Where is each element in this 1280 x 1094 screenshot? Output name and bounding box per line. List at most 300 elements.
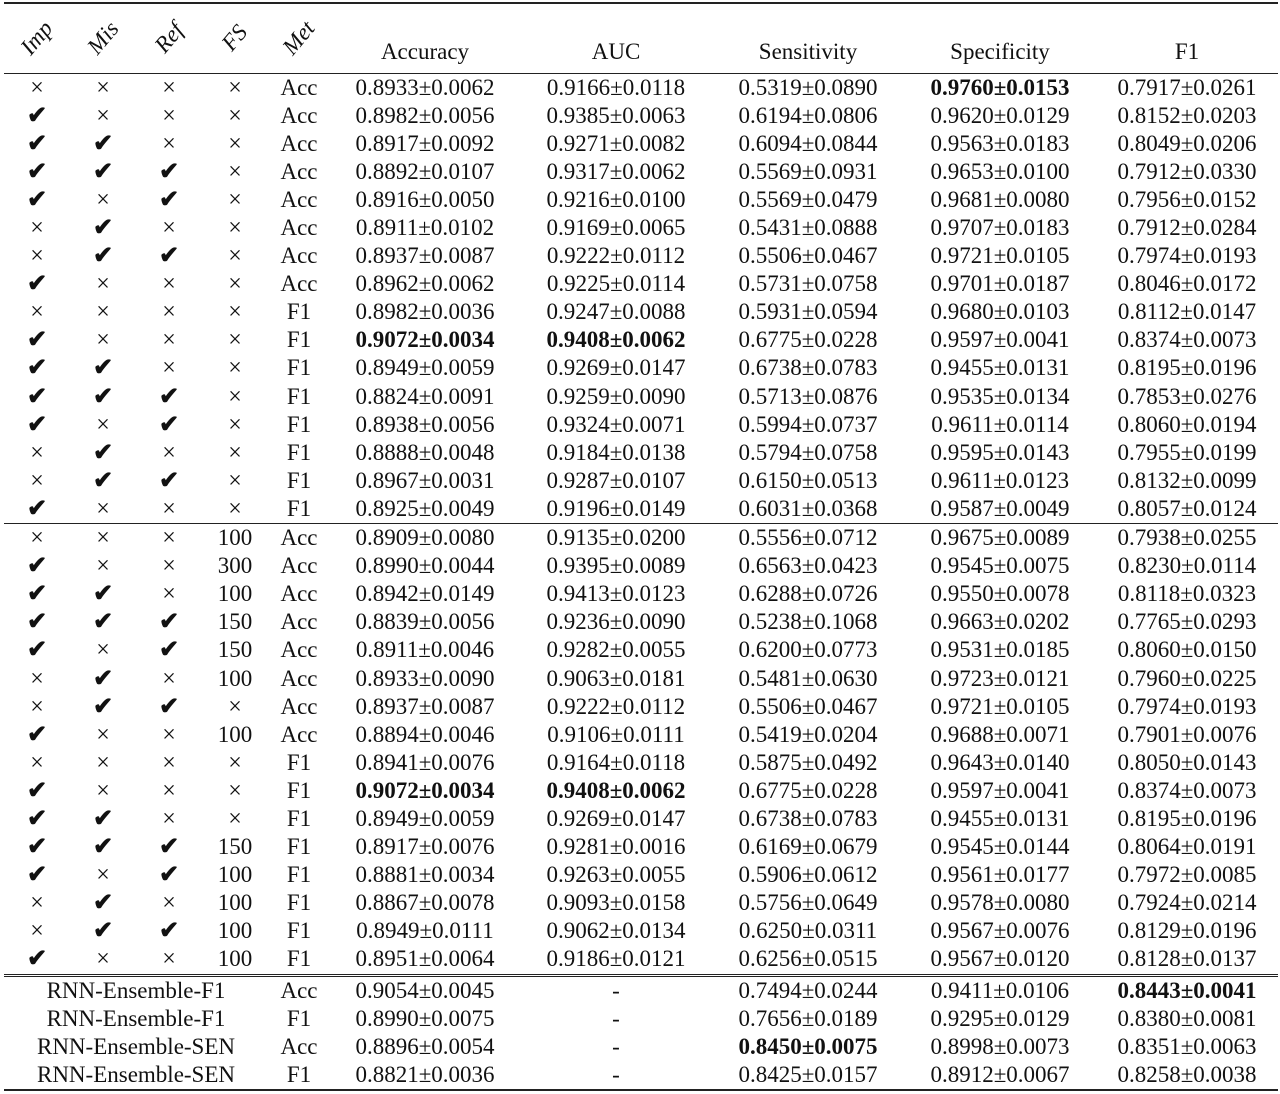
- check-mark-icon: ✔: [26, 581, 48, 608]
- header-ref: Ref: [149, 17, 189, 57]
- auc-value: 0.9225±0.0114: [546, 271, 686, 297]
- met-value: Acc: [268, 975, 330, 1005]
- auc-value: 0.9166±0.0118: [546, 74, 686, 100]
- auc-value: 0.9269±0.0147: [546, 805, 686, 831]
- table-row: [4, 721, 1278, 749]
- table-row: [4, 693, 1278, 721]
- header-auc: AUC: [591, 38, 641, 64]
- sensitivity-value: 0.6775±0.0228: [738, 777, 878, 803]
- auc-value: 0.9324±0.0071: [546, 411, 686, 437]
- fs-value: 100: [217, 890, 253, 916]
- accuracy-value: 0.8990±0.0044: [355, 553, 495, 579]
- fs-value: 100: [202, 524, 268, 553]
- specificity-value: 0.9701±0.0187: [930, 271, 1070, 297]
- met-value: Acc: [280, 581, 318, 607]
- f1-value: 0.8060±0.0150: [1117, 637, 1257, 663]
- specificity-value: 0.9680±0.0103: [930, 299, 1070, 325]
- header-met: Met: [277, 15, 320, 59]
- f1-value: 0.8118±0.0323: [1117, 581, 1257, 607]
- auc-value: 0.9271±0.0082: [546, 130, 686, 156]
- cross-mark-icon: ×: [96, 553, 110, 580]
- table-row: [4, 664, 1278, 692]
- auc-value: 0.9222±0.0112: [546, 693, 686, 719]
- table-row: [4, 186, 1278, 214]
- accuracy-value: 0.8909±0.0080: [330, 524, 520, 553]
- auc-value: 0.9281±0.0016: [546, 834, 686, 860]
- sensitivity-value: 0.6738±0.0783: [738, 355, 878, 381]
- cross-mark-icon: ×: [30, 299, 44, 326]
- cross-mark-icon: ×: [228, 383, 242, 410]
- cross-mark-icon: ×: [162, 271, 176, 298]
- cross-mark-icon: ×: [162, 299, 176, 326]
- cross-mark-icon: ×: [228, 74, 242, 101]
- f1-value: 0.8380±0.0081: [1117, 1005, 1257, 1031]
- cross-mark-icon: ×: [96, 946, 110, 973]
- met-value: F1: [268, 1061, 330, 1090]
- cross-mark-icon: ×: [30, 918, 44, 945]
- specificity-value: 0.9597±0.0041: [930, 327, 1070, 353]
- check-mark-icon: ✔: [26, 102, 48, 129]
- check-mark-icon: ✔: [158, 467, 180, 494]
- f1-value: 0.8128±0.0137: [1117, 946, 1257, 972]
- header-mis: Mis: [81, 15, 124, 59]
- met-value: F1: [286, 862, 312, 888]
- cross-mark-icon: ×: [162, 721, 176, 748]
- f1-value: 0.8258±0.0038: [1096, 1061, 1278, 1090]
- sensitivity-value: 0.5906±0.0612: [738, 862, 878, 888]
- specificity-value: 0.9721±0.0105: [930, 243, 1070, 269]
- auc-value: 0.9259±0.0090: [546, 383, 686, 409]
- fs-value: 100: [217, 862, 253, 888]
- specificity-value: 0.9411±0.0106: [904, 975, 1096, 1005]
- sensitivity-value: 0.6150±0.0513: [738, 467, 878, 493]
- cross-mark-icon: ×: [228, 215, 242, 242]
- check-mark-icon: ✔: [26, 355, 48, 382]
- auc-value: 0.9413±0.0123: [546, 581, 686, 607]
- cross-mark-icon: ×: [96, 777, 110, 804]
- check-mark-icon: ✔: [92, 834, 114, 861]
- check-mark-icon: ✔: [26, 946, 48, 973]
- met-value: Acc: [280, 102, 318, 128]
- sensitivity-value: 0.6200±0.0773: [738, 637, 878, 663]
- f1-value: 0.7972±0.0085: [1117, 862, 1257, 888]
- check-mark-icon: ✔: [26, 411, 48, 438]
- table-row: [4, 130, 1278, 158]
- cross-mark-icon: ×: [70, 524, 136, 553]
- table-row: [4, 298, 1278, 326]
- f1-value: 0.8132±0.0099: [1117, 467, 1257, 493]
- table-row: [4, 158, 1278, 186]
- check-mark-icon: ✔: [92, 158, 114, 185]
- accuracy-value: 0.8892±0.0107: [355, 158, 495, 184]
- accuracy-value: 0.8894±0.0046: [355, 721, 495, 747]
- cross-mark-icon: ×: [228, 299, 242, 326]
- cross-mark-icon: ×: [162, 439, 176, 466]
- cross-mark-icon: ×: [30, 890, 44, 917]
- f1-value: 0.8374±0.0073: [1117, 777, 1257, 803]
- auc-value: 0.9269±0.0147: [546, 355, 686, 381]
- specificity-value: 0.9567±0.0120: [930, 946, 1070, 972]
- results-table: [4, 2, 1278, 1091]
- check-mark-icon: ✔: [158, 609, 180, 636]
- cross-mark-icon: ×: [4, 524, 70, 553]
- specificity-value: 0.9721±0.0105: [930, 693, 1070, 719]
- f1-value: 0.7974±0.0193: [1117, 693, 1257, 719]
- accuracy-value: 0.9072±0.0034: [355, 327, 495, 353]
- check-mark-icon: ✔: [92, 890, 114, 917]
- check-mark-icon: ✔: [92, 665, 114, 692]
- met-value: Acc: [280, 130, 318, 156]
- auc-value: 0.9216±0.0100: [546, 186, 686, 212]
- accuracy-value: 0.8982±0.0036: [355, 299, 495, 325]
- met-value: F1: [286, 918, 312, 944]
- cross-mark-icon: ×: [96, 299, 110, 326]
- header-sensitivity: Sensitivity: [758, 38, 858, 64]
- accuracy-value: 0.8937±0.0087: [355, 693, 495, 719]
- check-mark-icon: ✔: [92, 581, 114, 608]
- ensemble-row: [4, 975, 1278, 1005]
- met-value: Acc: [280, 271, 318, 297]
- cross-mark-icon: ×: [228, 186, 242, 213]
- ensemble-name: RNN-Ensemble-F1: [46, 1005, 226, 1031]
- sensitivity-value: 0.6256±0.0515: [738, 946, 878, 972]
- cross-mark-icon: ×: [30, 693, 44, 720]
- check-mark-icon: ✔: [26, 158, 48, 185]
- f1-value: 0.8057±0.0124: [1117, 495, 1257, 521]
- f1-value: 0.7912±0.0330: [1117, 158, 1257, 184]
- sensitivity-value: 0.7656±0.0189: [738, 1005, 878, 1031]
- check-mark-icon: ✔: [92, 243, 114, 270]
- check-mark-icon: ✔: [26, 609, 48, 636]
- met-value: F1: [286, 777, 312, 803]
- sensitivity-value: 0.8425±0.0157: [712, 1061, 904, 1090]
- auc-value: 0.9236±0.0090: [546, 609, 686, 635]
- met-value: F1: [286, 890, 312, 916]
- check-mark-icon: ✔: [26, 271, 48, 298]
- table-row: [4, 889, 1278, 917]
- check-mark-icon: ✔: [92, 130, 114, 157]
- cross-mark-icon: ×: [162, 946, 176, 973]
- table-row: [4, 833, 1278, 861]
- cross-mark-icon: ×: [162, 215, 176, 242]
- f1-value: 0.8374±0.0073: [1117, 327, 1257, 353]
- cross-mark-icon: ×: [228, 355, 242, 382]
- ensemble-name: RNN-Ensemble-SEN: [4, 1061, 268, 1090]
- met-value: Acc: [280, 693, 318, 719]
- accuracy-value: 0.8881±0.0034: [355, 862, 495, 888]
- table-row: [4, 805, 1278, 833]
- auc-value: 0.9106±0.0111: [547, 721, 685, 747]
- cross-mark-icon: ×: [162, 665, 176, 692]
- met-value: Acc: [280, 215, 318, 241]
- auc-value: 0.9263±0.0055: [546, 862, 686, 888]
- cross-mark-icon: ×: [96, 271, 110, 298]
- specificity-value: 0.9760±0.0153: [930, 74, 1070, 100]
- f1-value: 0.8152±0.0203: [1117, 102, 1257, 128]
- table-row: [4, 580, 1278, 608]
- sensitivity-value: 0.5756±0.0649: [738, 890, 878, 916]
- sensitivity-value: 0.5506±0.0467: [738, 693, 878, 719]
- table-header: [4, 3, 1278, 73]
- fs-value: 100: [217, 918, 253, 944]
- cross-mark-icon: ×: [162, 102, 176, 129]
- cross-mark-icon: ×: [96, 721, 110, 748]
- check-mark-icon: ✔: [26, 553, 48, 580]
- cross-mark-icon: ×: [228, 130, 242, 157]
- auc-value: 0.9395±0.0089: [546, 553, 686, 579]
- cross-mark-icon: ×: [162, 495, 176, 522]
- cross-mark-icon: ×: [162, 805, 176, 832]
- check-mark-icon: ✔: [92, 383, 114, 410]
- specificity-value: 0.8912±0.0067: [904, 1061, 1096, 1090]
- accuracy-value: 0.8911±0.0102: [355, 215, 495, 241]
- cross-mark-icon: ×: [30, 439, 44, 466]
- fs-value: 150: [217, 637, 253, 663]
- table-row: [4, 608, 1278, 636]
- table-row: [4, 102, 1278, 130]
- table-row: [4, 354, 1278, 382]
- f1-value: 0.7974±0.0193: [1117, 243, 1257, 269]
- specificity-value: 0.9455±0.0131: [930, 805, 1070, 831]
- f1-value: 0.8046±0.0172: [1117, 271, 1257, 297]
- cross-mark-icon: ×: [228, 327, 242, 354]
- check-mark-icon: ✔: [26, 777, 48, 804]
- specificity-value: 0.9653±0.0100: [930, 158, 1070, 184]
- accuracy-value: 0.8982±0.0056: [355, 102, 495, 128]
- accuracy-value: 0.8938±0.0056: [355, 411, 495, 437]
- sensitivity-value: 0.5319±0.0890: [738, 74, 878, 100]
- f1-value: 0.7912±0.0284: [1117, 215, 1257, 241]
- specificity-value: 0.9545±0.0075: [930, 553, 1070, 579]
- cross-mark-icon: ×: [96, 749, 110, 776]
- met-value: F1: [286, 327, 312, 353]
- fs-value: 100: [217, 721, 253, 747]
- accuracy-value: 0.8949±0.0059: [355, 805, 495, 831]
- auc-value: 0.9408±0.0062: [546, 777, 686, 803]
- auc-value: -: [612, 1033, 620, 1059]
- table-row: [4, 636, 1278, 664]
- met-value: Acc: [280, 74, 318, 100]
- sensitivity-value: 0.6194±0.0806: [738, 102, 878, 128]
- auc-value: 0.9247±0.0088: [546, 299, 686, 325]
- table-row: [4, 411, 1278, 439]
- table-row: [4, 777, 1278, 805]
- f1-value: 0.8064±0.0191: [1117, 834, 1257, 860]
- table-row: [4, 73, 1278, 102]
- header-imp: Imp: [15, 15, 58, 59]
- met-value: Acc: [280, 553, 318, 579]
- fs-value: 100: [217, 946, 253, 972]
- cross-mark-icon: ×: [228, 439, 242, 466]
- sensitivity-value: 0.6169±0.0679: [738, 834, 878, 860]
- check-mark-icon: ✔: [158, 637, 180, 664]
- fs-value: 150: [217, 609, 253, 635]
- table-row: [4, 945, 1278, 975]
- specificity-value: 0.9545±0.0144: [930, 834, 1070, 860]
- specificity-value: 0.9295±0.0129: [930, 1005, 1070, 1031]
- ensemble-name: RNN-Ensemble-SEN: [36, 1033, 236, 1059]
- sensitivity-value: 0.6250±0.0311: [738, 918, 878, 944]
- accuracy-value: 0.8933±0.0090: [355, 665, 495, 691]
- f1-value: 0.8230±0.0114: [1117, 553, 1257, 579]
- accuracy-value: 0.8925±0.0049: [355, 495, 495, 521]
- met-value: F1: [286, 495, 312, 521]
- table-row: [4, 524, 1278, 553]
- check-mark-icon: ✔: [158, 862, 180, 889]
- check-mark-icon: ✔: [92, 805, 114, 832]
- table-row: [4, 495, 1278, 524]
- cross-mark-icon: ×: [228, 102, 242, 129]
- auc-value: -: [520, 1061, 712, 1090]
- auc-value: -: [612, 1005, 620, 1031]
- auc-value: 0.9196±0.0149: [546, 495, 686, 521]
- met-value: Acc: [268, 524, 330, 553]
- ensemble-name: RNN-Ensemble-F1: [4, 975, 268, 1005]
- accuracy-value: 0.9072±0.0034: [355, 777, 495, 803]
- check-mark-icon: ✔: [26, 637, 48, 664]
- cross-mark-icon: ×: [96, 637, 110, 664]
- cross-mark-icon: ×: [162, 581, 176, 608]
- met-value: F1: [286, 749, 312, 775]
- table-row: [4, 439, 1278, 467]
- table-row: [4, 383, 1278, 411]
- accuracy-value: 0.8911±0.0046: [355, 637, 495, 663]
- met-value: F1: [286, 355, 312, 381]
- check-mark-icon: ✔: [158, 186, 180, 213]
- accuracy-value: 0.9054±0.0045: [330, 975, 520, 1005]
- specificity-value: 0.9531±0.0185: [930, 637, 1070, 663]
- cross-mark-icon: ×: [136, 524, 202, 553]
- check-mark-icon: ✔: [158, 158, 180, 185]
- cross-mark-icon: ×: [30, 215, 44, 242]
- cross-mark-icon: ×: [30, 467, 44, 494]
- cross-mark-icon: ×: [162, 553, 176, 580]
- f1-value: 0.7960±0.0225: [1117, 665, 1257, 691]
- sensitivity-value: 0.5794±0.0758: [738, 439, 878, 465]
- check-mark-icon: ✔: [26, 834, 48, 861]
- met-value: Acc: [280, 637, 318, 663]
- fs-value: 150: [217, 834, 253, 860]
- cross-mark-icon: ×: [228, 495, 242, 522]
- cross-mark-icon: ×: [228, 271, 242, 298]
- table-row: [4, 749, 1278, 777]
- accuracy-value: 0.8967±0.0031: [355, 467, 495, 493]
- sensitivity-value: 0.5569±0.0931: [738, 158, 878, 184]
- specificity-value: 0.9535±0.0134: [930, 383, 1070, 409]
- accuracy-value: 0.8821±0.0036: [330, 1061, 520, 1090]
- specificity-value: 0.9561±0.0177: [930, 862, 1070, 888]
- check-mark-icon: ✔: [26, 862, 48, 889]
- cross-mark-icon: ×: [162, 74, 176, 101]
- specificity-value: 0.9595±0.0143: [930, 439, 1070, 465]
- check-mark-icon: ✔: [92, 355, 114, 382]
- f1-value: 0.8060±0.0194: [1117, 411, 1257, 437]
- header-specificity: Specificity: [950, 38, 1050, 64]
- specificity-value: 0.9663±0.0202: [930, 609, 1070, 635]
- met-value: Acc: [280, 158, 318, 184]
- check-mark-icon: ✔: [26, 721, 48, 748]
- check-mark-icon: ✔: [92, 693, 114, 720]
- table-row: [4, 270, 1278, 298]
- met-value: Acc: [280, 721, 318, 747]
- check-mark-icon: ✔: [26, 130, 48, 157]
- auc-value: 0.9135±0.0200: [520, 524, 712, 553]
- auc-value: -: [520, 975, 712, 1005]
- check-mark-icon: ✔: [158, 243, 180, 270]
- f1-value: 0.7938±0.0255: [1096, 524, 1278, 553]
- met-value: F1: [286, 946, 312, 972]
- specificity-value: 0.9597±0.0041: [930, 777, 1070, 803]
- cross-mark-icon: ×: [228, 777, 242, 804]
- ensemble-row: [4, 1061, 1278, 1090]
- specificity-value: 0.9723±0.0121: [930, 665, 1070, 691]
- f1-value: 0.8112±0.0147: [1117, 299, 1257, 325]
- cross-mark-icon: ×: [162, 777, 176, 804]
- sensitivity-value: 0.5931±0.0594: [738, 299, 878, 325]
- accuracy-value: 0.8896±0.0054: [355, 1033, 495, 1059]
- check-mark-icon: ✔: [92, 439, 114, 466]
- cross-mark-icon: ×: [228, 749, 242, 776]
- sensitivity-value: 0.6563±0.0423: [738, 553, 878, 579]
- accuracy-value: 0.8933±0.0062: [355, 74, 495, 100]
- cross-mark-icon: ×: [228, 411, 242, 438]
- check-mark-icon: ✔: [26, 805, 48, 832]
- table-row: [4, 861, 1278, 889]
- specificity-value: 0.9688±0.0071: [930, 721, 1070, 747]
- accuracy-value: 0.8839±0.0056: [355, 609, 495, 635]
- f1-value: 0.8049±0.0206: [1117, 130, 1257, 156]
- met-value: F1: [286, 834, 312, 860]
- f1-value: 0.7917±0.0261: [1117, 74, 1257, 100]
- table-row: [4, 467, 1278, 495]
- f1-value: 0.7956±0.0152: [1117, 186, 1257, 212]
- met-value: F1: [286, 805, 312, 831]
- accuracy-value: 0.8990±0.0075: [355, 1005, 495, 1031]
- ensemble-row: [4, 1033, 1278, 1061]
- specificity-value: 0.9681±0.0080: [930, 186, 1070, 212]
- sensitivity-value: 0.6094±0.0844: [738, 130, 878, 156]
- accuracy-value: 0.8949±0.0111: [356, 918, 494, 944]
- cross-mark-icon: ×: [228, 693, 242, 720]
- specificity-value: 0.9611±0.0114: [931, 411, 1069, 437]
- cross-mark-icon: ×: [96, 327, 110, 354]
- specificity-value: 0.9707±0.0183: [930, 215, 1070, 241]
- met-value: F1: [286, 1005, 312, 1031]
- cross-mark-icon: ×: [30, 74, 44, 101]
- table-row: [4, 552, 1278, 580]
- sensitivity-value: 0.5875±0.0492: [738, 749, 878, 775]
- accuracy-value: 0.8867±0.0078: [355, 890, 495, 916]
- sensitivity-value: 0.5506±0.0467: [738, 243, 878, 269]
- specificity-value: 0.9455±0.0131: [930, 355, 1070, 381]
- auc-value: 0.9287±0.0107: [546, 467, 686, 493]
- cross-mark-icon: ×: [96, 74, 110, 101]
- ensemble-row: [4, 1005, 1278, 1033]
- accuracy-value: 0.8916±0.0050: [355, 186, 495, 212]
- header-f1: F1: [1174, 38, 1200, 64]
- met-value: F1: [286, 467, 312, 493]
- check-mark-icon: ✔: [92, 467, 114, 494]
- sensitivity-value: 0.6288±0.0726: [738, 581, 878, 607]
- sensitivity-value: 0.6738±0.0783: [738, 805, 878, 831]
- table-body: [4, 73, 1278, 1090]
- header-fs: FS: [216, 19, 253, 56]
- auc-value: 0.9408±0.0062: [546, 327, 686, 353]
- accuracy-value: 0.8951±0.0064: [355, 946, 495, 972]
- table-row: [4, 242, 1278, 270]
- cross-mark-icon: ×: [96, 102, 110, 129]
- sensitivity-value: 0.5994±0.0737: [738, 411, 878, 437]
